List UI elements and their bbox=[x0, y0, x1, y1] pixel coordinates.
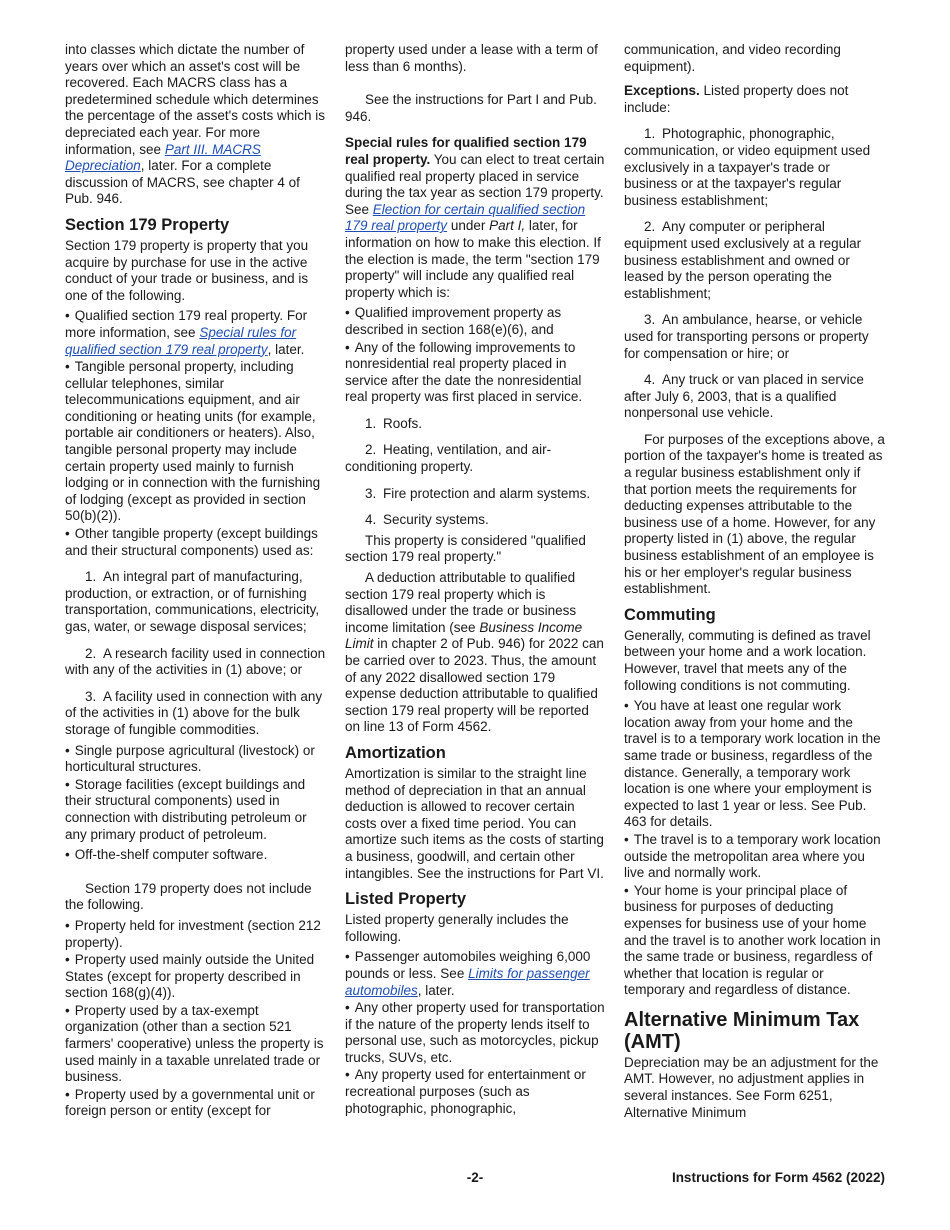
list-item bbox=[345, 949, 607, 999]
text: , later. bbox=[417, 982, 455, 998]
text: Qualified section 179 real property. For more information, see bbox=[65, 308, 308, 340]
paragraph bbox=[345, 570, 607, 736]
text: , later. bbox=[267, 341, 305, 357]
special-rules-heading: Special rules for qualified section 179 real property. bbox=[345, 135, 587, 167]
column-2 bbox=[345, 42, 607, 1118]
text: in chapter 2 of Pub. 946) for 2022 can be carried over to 2023. Thus, the amount of any 2022 disallowed section 179 expense deduction attributable to qualified section 179 real property will be reported on line 13 of Form 4562. bbox=[345, 636, 604, 735]
list-item: • Any property used for entertainment or recreational purposes (such as photographic, phonographic, bbox=[345, 1067, 607, 1117]
column-1 bbox=[65, 42, 328, 1121]
text: later, for information on how to make this election. If the election is made, the term "section 179 property" will include any qualified real property which is: bbox=[345, 218, 601, 300]
paragraph: Depreciation may be an adjustment for the AMT. However, no adjustment applies in several instances. See Form 6251, Alternative Minimum bbox=[624, 1054, 879, 1120]
text: You can elect to treat certain qualified real property placed in service during the tax year as section 179 property. See bbox=[345, 151, 605, 217]
list-item: • Property held for investment (section 212 property). bbox=[65, 918, 328, 951]
amt-heading: Alternative Minimum Tax (AMT) bbox=[624, 1008, 860, 1053]
text: Part I, bbox=[489, 218, 526, 234]
footer-title: Instructions for Form 4562 (2022) bbox=[671, 1170, 885, 1185]
list-item: • Any other property used for transportation if the nature of the property lends itself to personal use, such as motorcycles, pickup trucks, SUVs, etc. bbox=[345, 1000, 607, 1066]
paragraph: communication, and video recording equipment). bbox=[624, 42, 841, 74]
text: into classes which dictate the number of years over which an asset's cost will be recovered. Each MACRS class has a predetermined schedule which determines the percentage of the asset's costs which is depreciated each year. For more information, see bbox=[65, 42, 325, 157]
numbered-item: 4. Security systems. bbox=[365, 512, 489, 528]
numbered-item: 3. Fire protection and alarm systems. bbox=[365, 485, 591, 501]
amortization-heading: Amortization bbox=[345, 743, 446, 762]
paragraph: See the instructions for Part I and Pub. 946. bbox=[345, 92, 597, 124]
paragraph: property used under a lease with a term of less than 6 months). bbox=[345, 42, 598, 74]
macrs-depreciation-link[interactable]: Part III. MACRS Depreciation bbox=[65, 141, 261, 174]
numbered-item: 2. Any computer or peripheral equipment used exclusively at a regular business establishment and owned or leased by the person operating the establishment; bbox=[624, 219, 862, 301]
list-item: • You have at least one regular work location away from your home and the travel is to a temporary work location in the same trade or business, regardless of the distance. Generally, a temporary work location is one where your employment is expected to last 1 year or less. See Pub. 463 for details. bbox=[624, 698, 886, 831]
limits-passenger-automobiles-link[interactable]: Limits for passenger automobiles bbox=[345, 965, 590, 998]
text: Listed property does not include: bbox=[624, 83, 849, 115]
section-179-heading: Section 179 Property bbox=[65, 215, 230, 234]
list-item: • Property used by a tax-exempt organization (other than a section 521 farmers' cooperative) unless the property is used mainly in a taxable unrelated trade or business. bbox=[65, 1003, 328, 1086]
paragraph: Amortization is similar to the straight line method of depreciation in that an annual deduction is allowed to recover certain costs over a fixed time period. You can amortize such items as the costs of starting a business, goodwill, and certain other intangibles. See the instructions for Part VI. bbox=[345, 765, 604, 881]
list-item: • Any of the following improvements to nonresidential real property placed in service after the date the nonresidential real property was first placed in service. bbox=[345, 340, 607, 406]
numbered-item: 2. Heating, ventilation, and air-conditioning property. bbox=[345, 442, 552, 475]
list-item bbox=[65, 308, 328, 358]
text: under bbox=[447, 218, 490, 234]
text: Passenger automobiles weighing 6,000 pounds or less. See bbox=[345, 949, 591, 981]
list-item: • Other tangible property (except buildings and their structural components) used as: bbox=[65, 526, 328, 559]
list-item: • Single purpose agricultural (livestock) or horticultural structures. bbox=[65, 743, 328, 776]
exceptions-heading: Exceptions. bbox=[624, 83, 700, 99]
commuting-heading: Commuting bbox=[624, 605, 716, 624]
listed-property-heading: Listed Property bbox=[345, 890, 467, 909]
numbered-item: 2. A research facility used in connection with any of the activities in (1) above; or bbox=[65, 645, 326, 678]
numbered-item: 1. Photographic, phonographic, communication, or video equipment used exclusively in a taxpayer's trade or business or at the taxpayer's regular business establishment; bbox=[624, 126, 871, 208]
text: A deduction attributable to qualified section 179 real property which is disallowed under the trade or business income limitation (see bbox=[345, 570, 577, 635]
special-rules-link[interactable]: Special rules for qualified section 179 real property bbox=[65, 324, 297, 357]
paragraph bbox=[65, 42, 328, 208]
paragraph: Listed property generally includes the following. bbox=[345, 912, 569, 944]
list-item: • The travel is to a temporary work location outside the metropolitan area where you live and normally work. bbox=[624, 832, 886, 882]
special-rules-paragraph bbox=[345, 135, 607, 301]
paragraph: Section 179 property does not include the following. bbox=[65, 880, 312, 913]
list-item: • Off-the-shelf computer software. bbox=[65, 847, 328, 864]
text: Business Income Limit bbox=[345, 619, 583, 652]
numbered-item: 3. An ambulance, hearse, or vehicle used for transporting persons or property for compensation or hire; or bbox=[624, 312, 869, 361]
paragraph: Generally, commuting is defined as travel between your home and a work location. However, travel that meets any of the following conditions is not commuting. bbox=[624, 627, 871, 693]
list-item: • Tangible personal property, including cellular telephones, similar telecommunications equipment, and air conditioning or heating units (for example, portable air conditioners or heaters). Also, tangible personal property may include certain property used mainly to furnish lodging or in connection with the furnishing of lodging (except as provided in section 50(b)(2)). bbox=[65, 359, 328, 525]
numbered-item: 4. Any truck or van placed in service after July 6, 2003, that is a qualified nonpersonal use vehicle. bbox=[624, 372, 864, 421]
numbered-item: 1. Roofs. bbox=[365, 415, 423, 431]
list-item: • Property used mainly outside the United States (except for property described in section 168(g)(4)). bbox=[65, 952, 328, 1002]
paragraph: For purposes of the exceptions above, a portion of the taxpayer's home is treated as a regular business establishment only if that portion meets the requirements for deducting expenses attributable to the business use of a home. However, for any property listed in (1) above, the regular business establishment of an employee is his or her employer's regular business establishment. bbox=[624, 431, 885, 597]
page-number: -2- bbox=[466, 1170, 484, 1185]
list-item: • Qualified improvement property as described in section 168(e)(6), and bbox=[345, 305, 607, 338]
election-link[interactable]: Election for certain qualified section 179 real property bbox=[345, 201, 586, 234]
numbered-item: 1. An integral part of manufacturing, production, or extraction, or of furnishing transportation, communications, electricity, gas, water, or sewage disposal services; bbox=[65, 569, 320, 634]
list-item: • Your home is your principal place of business for purposes of deducting expenses for business use of your home and the travel is to another work location in the same trade or business, regardless of whether that location is regular or temporary and regardless of distance. bbox=[624, 883, 886, 999]
numbered-item: 3. A facility used in connection with any of the activities in (1) above for the bulk storage of fungible commodities. bbox=[65, 688, 323, 737]
paragraph: This property is considered "qualified section 179 real property." bbox=[345, 532, 586, 565]
column-3 bbox=[624, 42, 886, 1125]
paragraph: Section 179 property is property that you acquire by purchase for use in the active conduct of your trade or business, and is one of the following. bbox=[65, 237, 309, 303]
exceptions-paragraph bbox=[624, 83, 886, 116]
list-item: • Property used by a governmental unit or foreign person or entity (except for bbox=[65, 1087, 328, 1120]
list-item: • Storage facilities (except buildings and their structural components) used in connection with distributing petroleum or any primary product of petroleum. bbox=[65, 777, 328, 843]
text: , later. For a complete discussion of MACRS, see chapter 4 of Pub. 946. bbox=[65, 158, 300, 207]
